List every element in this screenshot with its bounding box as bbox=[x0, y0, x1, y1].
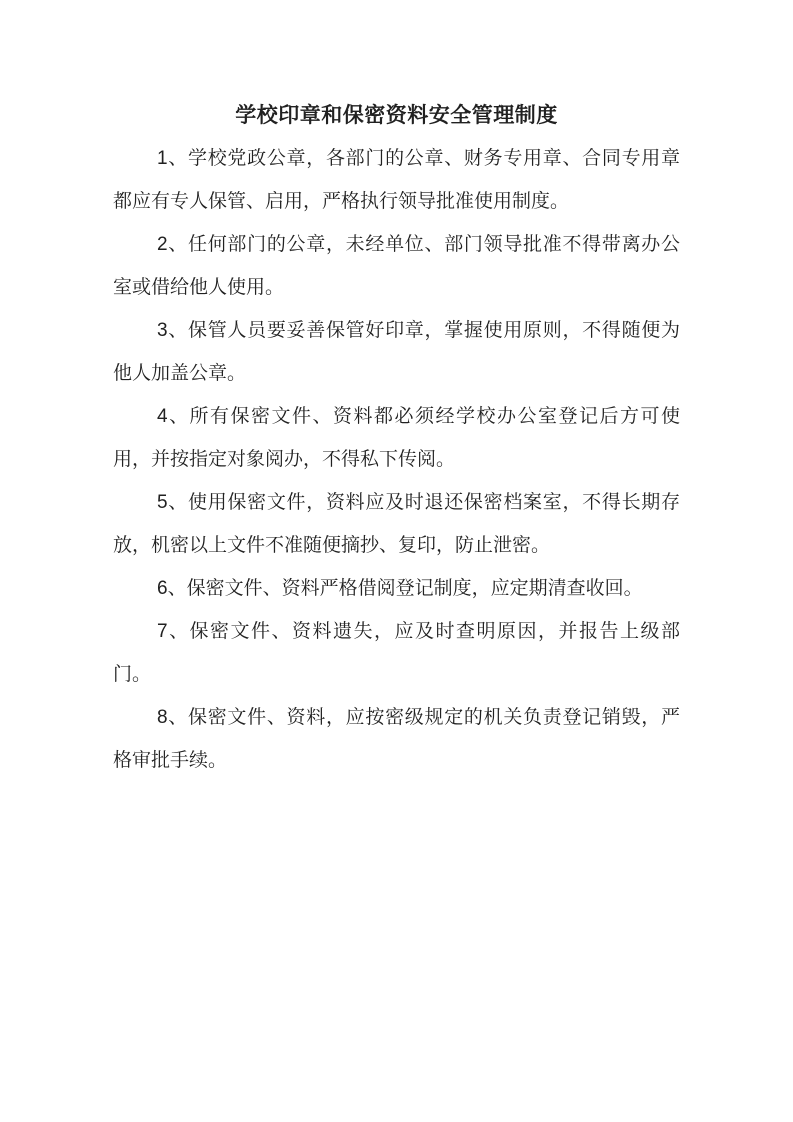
paragraph-4: 4、所有保密文件、资料都必须经学校办公室登记后方可使用，并按指定对象阅办，不得私下传阅。 bbox=[113, 406, 680, 470]
paragraph-3: 3、保管人员要妥善保管好印章，掌握使用原则，不得随便为他人加盖公章。 bbox=[113, 320, 680, 384]
paragraph-7: 7、保密文件、资料遗失，应及时查明原因，并报告上级部门。 bbox=[113, 621, 680, 685]
paragraph-5: 5、使用保密文件，资料应及时退还保密档案室，不得长期存放，机密以上文件不准随便摘抄、复印，防止泄密。 bbox=[113, 492, 680, 556]
document-title: 学校印章和保密资料安全管理制度 bbox=[235, 104, 558, 127]
paragraph-1: 1、学校党政公章，各部门的公章、财务专用章、合同专用章都应有专人保管、启用，严格执行领导批准使用制度。 bbox=[113, 148, 680, 212]
paragraph-6: 6、保密文件、资料严格借阅登记制度，应定期清查收回。 bbox=[157, 578, 643, 599]
paragraph-2: 2、任何部门的公章，未经单位、部门领导批准不得带离办公室或借给他人使用。 bbox=[113, 234, 680, 298]
paragraph-8: 8、保密文件、资料，应按密级规定的机关负责登记销毁，严格审批手续。 bbox=[113, 707, 680, 771]
